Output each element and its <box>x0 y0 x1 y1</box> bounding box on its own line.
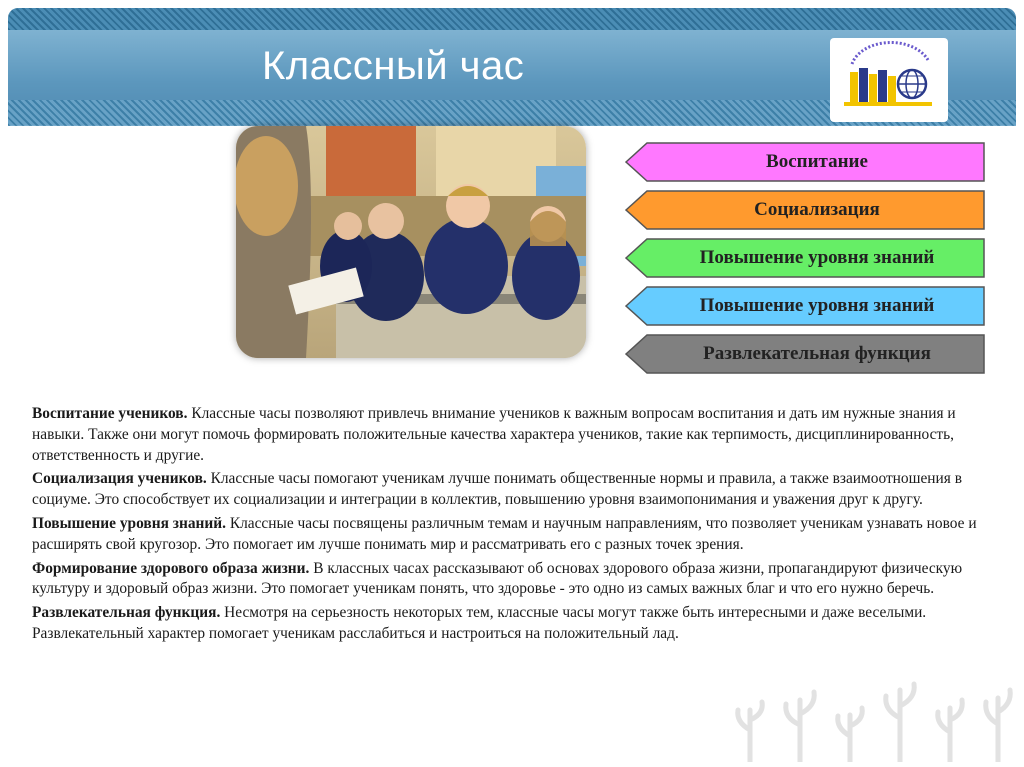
paragraph-upbringing <box>32 404 992 466</box>
function-item-upbringing <box>625 142 985 182</box>
paragraph-healthy-lifestyle <box>32 559 992 601</box>
function-item-knowledge-2 <box>625 286 985 326</box>
paragraph-socialization <box>32 469 992 511</box>
function-label: Воспитание <box>766 151 868 172</box>
paragraph-text: В классных часах рассказывают об основах здорового образа жизни, пропагандируют физическую культуру и здоровый образ жизни. Это помогает ученикам понять, что здоровье - это одно из самых важных благ и что его нужно беречь. <box>32 559 963 598</box>
paragraph-heading: Повышение уровня знаний. <box>32 514 226 532</box>
paragraph-text: Классные часы посвящены различным темам и научным направлениям, что позволяет ученикам узнавать новое и расширять свой кругозор. Это помогает им лучше понимать мир и рассматривать его с разных точек зрения. <box>32 514 977 553</box>
header-top-band <box>8 8 1016 30</box>
function-label: Развлекательная функция <box>703 343 931 364</box>
paragraph-text: Классные часы помогают ученикам лучше понимать общественные нормы и правила, а также взаимоотношения в социуме. Это способствует их социализации и интеграции в коллектив, повышению уровня взаимопонимания и уважения друг к другу. <box>32 470 962 509</box>
paragraph-heading: Формирование здорового образа жизни. <box>32 559 310 577</box>
sprouts-icon <box>730 670 1020 762</box>
function-label: Повышение уровня знаний <box>699 247 935 268</box>
paragraph-text: Несмотря на серьезность некоторых тем, классные часы могут также быть интересными и даже веселыми. Развлекательный характер помогает ученикам расслабиться и настроиться на положительный лад. <box>32 604 927 642</box>
decorative-plants <box>730 670 1020 762</box>
function-item-entertainment <box>625 334 985 374</box>
function-item-socialization <box>625 190 985 230</box>
paragraph-knowledge <box>32 514 992 556</box>
slide-title: Классный час <box>262 44 525 88</box>
paragraph-heading: Воспитание учеников. <box>32 405 188 422</box>
books-globe-logo-icon <box>830 38 948 122</box>
paragraph-text: Классные часы позволяют привлечь внимание учеников к важным вопросам воспитания и дать им нужные знания и навыки. Также они могут помочь формировать положительные качества характера учеников, такие как терпимость, дисциплинированность, ответственность и другие. <box>32 405 956 464</box>
classroom-photo <box>236 126 586 358</box>
function-item-knowledge-1 <box>625 238 985 278</box>
function-label: Социализация <box>754 199 880 220</box>
paragraph-entertainment <box>32 603 992 645</box>
function-label: Повышение уровня знаний <box>699 295 935 316</box>
school-logo <box>830 38 948 122</box>
paragraph-heading: Социализация учеников. <box>32 470 207 488</box>
body-text <box>32 404 992 648</box>
paragraph-heading: Развлекательная функция. <box>32 604 221 622</box>
